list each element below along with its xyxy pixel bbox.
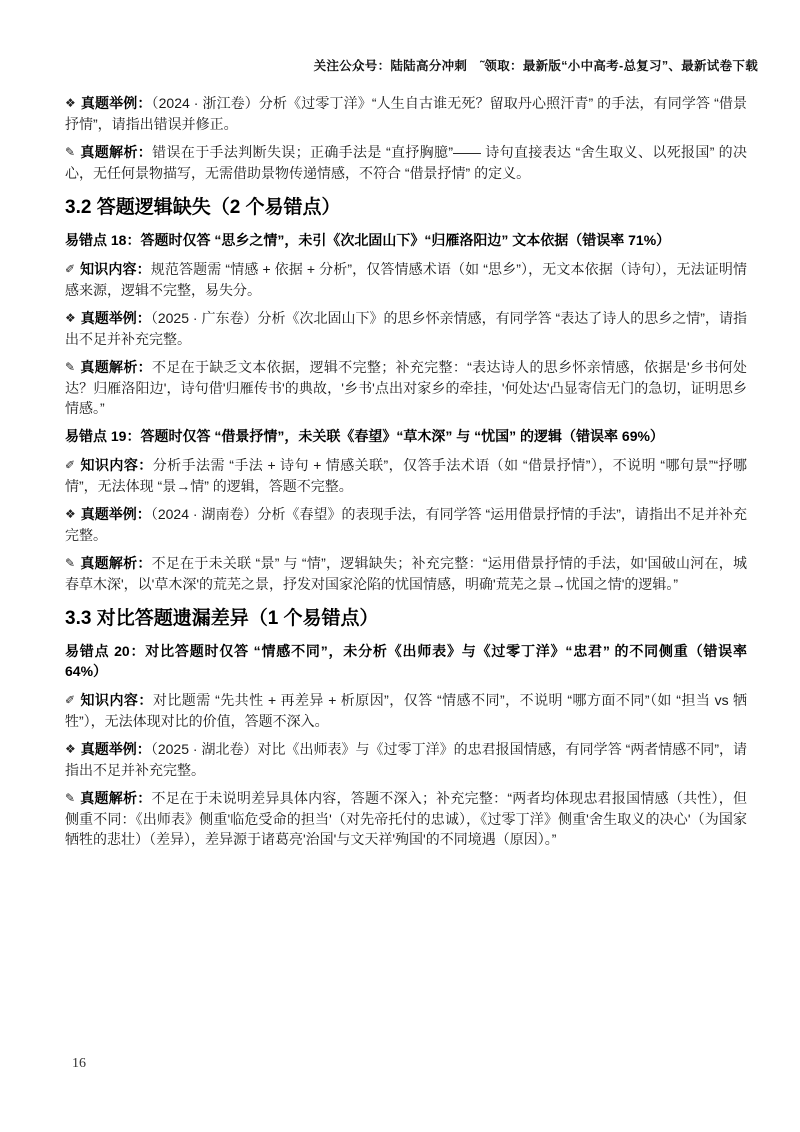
analysis-text: 不足在于未关联 “景” 与 “情”，逻辑缺失；补充完整：“运用借景抒情的手法，如'国破山河在，城春草木深'，以'草木深'的荒芜之景，抒发对国家沦陷的忧国情感，明确'荒芜之景→忧国之情'的逻辑。” xyxy=(65,555,748,592)
exam-example-paragraph xyxy=(65,739,747,780)
example-label: 真题举例： xyxy=(80,95,152,111)
example-label: 真题举例： xyxy=(80,741,151,757)
diamond-bullet-icon: ❖ xyxy=(65,311,76,325)
example-text: （2025 · 广东卷）分析《次北固山下》的思乡怀亲情感，有同学答 “表达了诗人的思乡之情”，请指出不足并补充完整。 xyxy=(65,310,747,347)
analysis-label: 真题解析： xyxy=(80,359,153,375)
page-content xyxy=(65,93,747,857)
knowledge-text: 对比题需 “先共性 + 再差异 + 析原因”，仅答 “情感不同”，不说明 “哪方面不同”（如 “担当 vs 牺牲”），无法体现对比的价值，答题不深入。 xyxy=(65,692,747,729)
diamond-bullet-icon: ❖ xyxy=(65,96,76,110)
knowledge-label: 知识内容： xyxy=(80,692,153,708)
knowledge-paragraph xyxy=(65,259,747,300)
pencil-icon: ✎ xyxy=(65,145,76,159)
exam-analysis-paragraph xyxy=(65,788,747,849)
pencil-outline-icon: ✐ xyxy=(65,693,76,707)
page-header-notice: 关注公众号：陆陆高分冲刺 ˜领取：最新版“小中高考-总复习”、最新试卷下载 xyxy=(313,59,758,73)
knowledge-text: 规范答题需 “情感 + 依据 + 分析”，仅答情感术语（如 “思乡”），无文本依据（诗句），无法证明情感来源，逻辑不完整，易失分。 xyxy=(65,261,747,298)
analysis-text: 不足在于缺乏文本依据，逻辑不完整；补充完整：“表达诗人的思乡怀亲情感，依据是'乡书何处达？归雁洛阳边'，诗句借'归雁传书'的典故，'乡书'点出对家乡的牵挂，'何处达'凸显寄信无门的急切，证明思乡情感。” xyxy=(65,359,747,416)
section-3-3-title: 3.3 对比答题遗漏差异（1 个易错点） xyxy=(65,608,379,629)
exam-example-paragraph xyxy=(65,504,747,545)
point-18-title: 易错点 18：答题时仅答 “思乡之情”，未引《次北固山下》“归雁洛阳边” 文本依据（错误率 71%） xyxy=(65,232,671,248)
pencil-icon: ✎ xyxy=(65,360,76,374)
analysis-label: 真题解析： xyxy=(80,790,152,806)
pencil-outline-icon: ✐ xyxy=(65,458,76,472)
exam-analysis-paragraph xyxy=(65,142,747,183)
section-3-2-title: 3.2 答题逻辑缺失（2 个易错点） xyxy=(65,197,341,218)
exam-example-paragraph xyxy=(65,308,747,349)
example-label: 真题举例： xyxy=(80,506,151,522)
example-text: （2024 · 湖南卷）分析《春望》的表现手法，有同学答 “运用借景抒情的手法”，请指出不足并补充完整。 xyxy=(65,506,747,543)
knowledge-label: 知识内容： xyxy=(80,261,151,277)
analysis-text: 不足在于未说明差异具体内容，答题不深入；补充完整：“两者均体现忠君报国情感（共性），但侧重不同：《出师表》侧重'临危受命的担当'（对先帝托付的忠诚），《过零丁洋》侧重'舍生取义的决心'（为国家牺牲的悲壮）（差异），差异源于诸葛亮'治国'与文天祥'殉国'的不同境遇（原因）。” xyxy=(65,790,748,847)
diamond-bullet-icon: ❖ xyxy=(65,742,76,756)
knowledge-label: 知识内容： xyxy=(80,457,153,473)
exam-analysis-paragraph xyxy=(65,357,747,418)
example-label: 真题举例： xyxy=(80,310,151,326)
analysis-label: 真题解析： xyxy=(80,144,153,160)
analysis-label: 真题解析： xyxy=(80,555,152,571)
page-number: 16 xyxy=(72,1056,86,1071)
point-19-title: 易错点 19：答题时仅答 “借景抒情”，未关联《春望》“草木深” 与 “忧国” 的逻辑（错误率 69%） xyxy=(65,428,664,444)
analysis-text: 错误在于手法判断失误；正确手法是 “直抒胸臆”—— 诗句直接表达 “舍生取义、以死报国” 的决心，无任何景物描写，无需借助景物传递情感，不符合 “借景抒情” 的定义。 xyxy=(65,144,747,181)
pencil-icon: ✎ xyxy=(65,791,76,805)
pencil-outline-icon: ✐ xyxy=(65,262,76,276)
point-20-title: 易错点 20：对比答题时仅答 “情感不同”，未分析《出师表》与《过零丁洋》“忠君” 的不同侧重（错误率 64%） xyxy=(65,643,747,679)
pencil-icon: ✎ xyxy=(65,556,76,570)
exam-analysis-paragraph xyxy=(65,553,747,594)
knowledge-paragraph xyxy=(65,690,747,731)
diamond-bullet-icon: ❖ xyxy=(65,507,76,521)
knowledge-text: 分析手法需 “手法 + 诗句 + 情感关联”，仅答手法术语（如 “借景抒情”），不说明 “哪句景”“抒哪情”，无法体现 “景→情” 的逻辑，答题不完整。 xyxy=(65,457,747,494)
knowledge-paragraph xyxy=(65,455,747,496)
exam-example-paragraph xyxy=(65,93,747,134)
example-text: （2024 · 浙江卷）分析《过零丁洋》“人生自古谁无死？留取丹心照汗青” 的手法，有同学答 “借景抒情”，请指出错误并修正。 xyxy=(65,95,748,132)
example-text: （2025 · 湖北卷）对比《出师表》与《过零丁洋》的忠君报国情感，有同学答 “两者情感不同”，请指出不足并补充完整。 xyxy=(65,741,747,778)
